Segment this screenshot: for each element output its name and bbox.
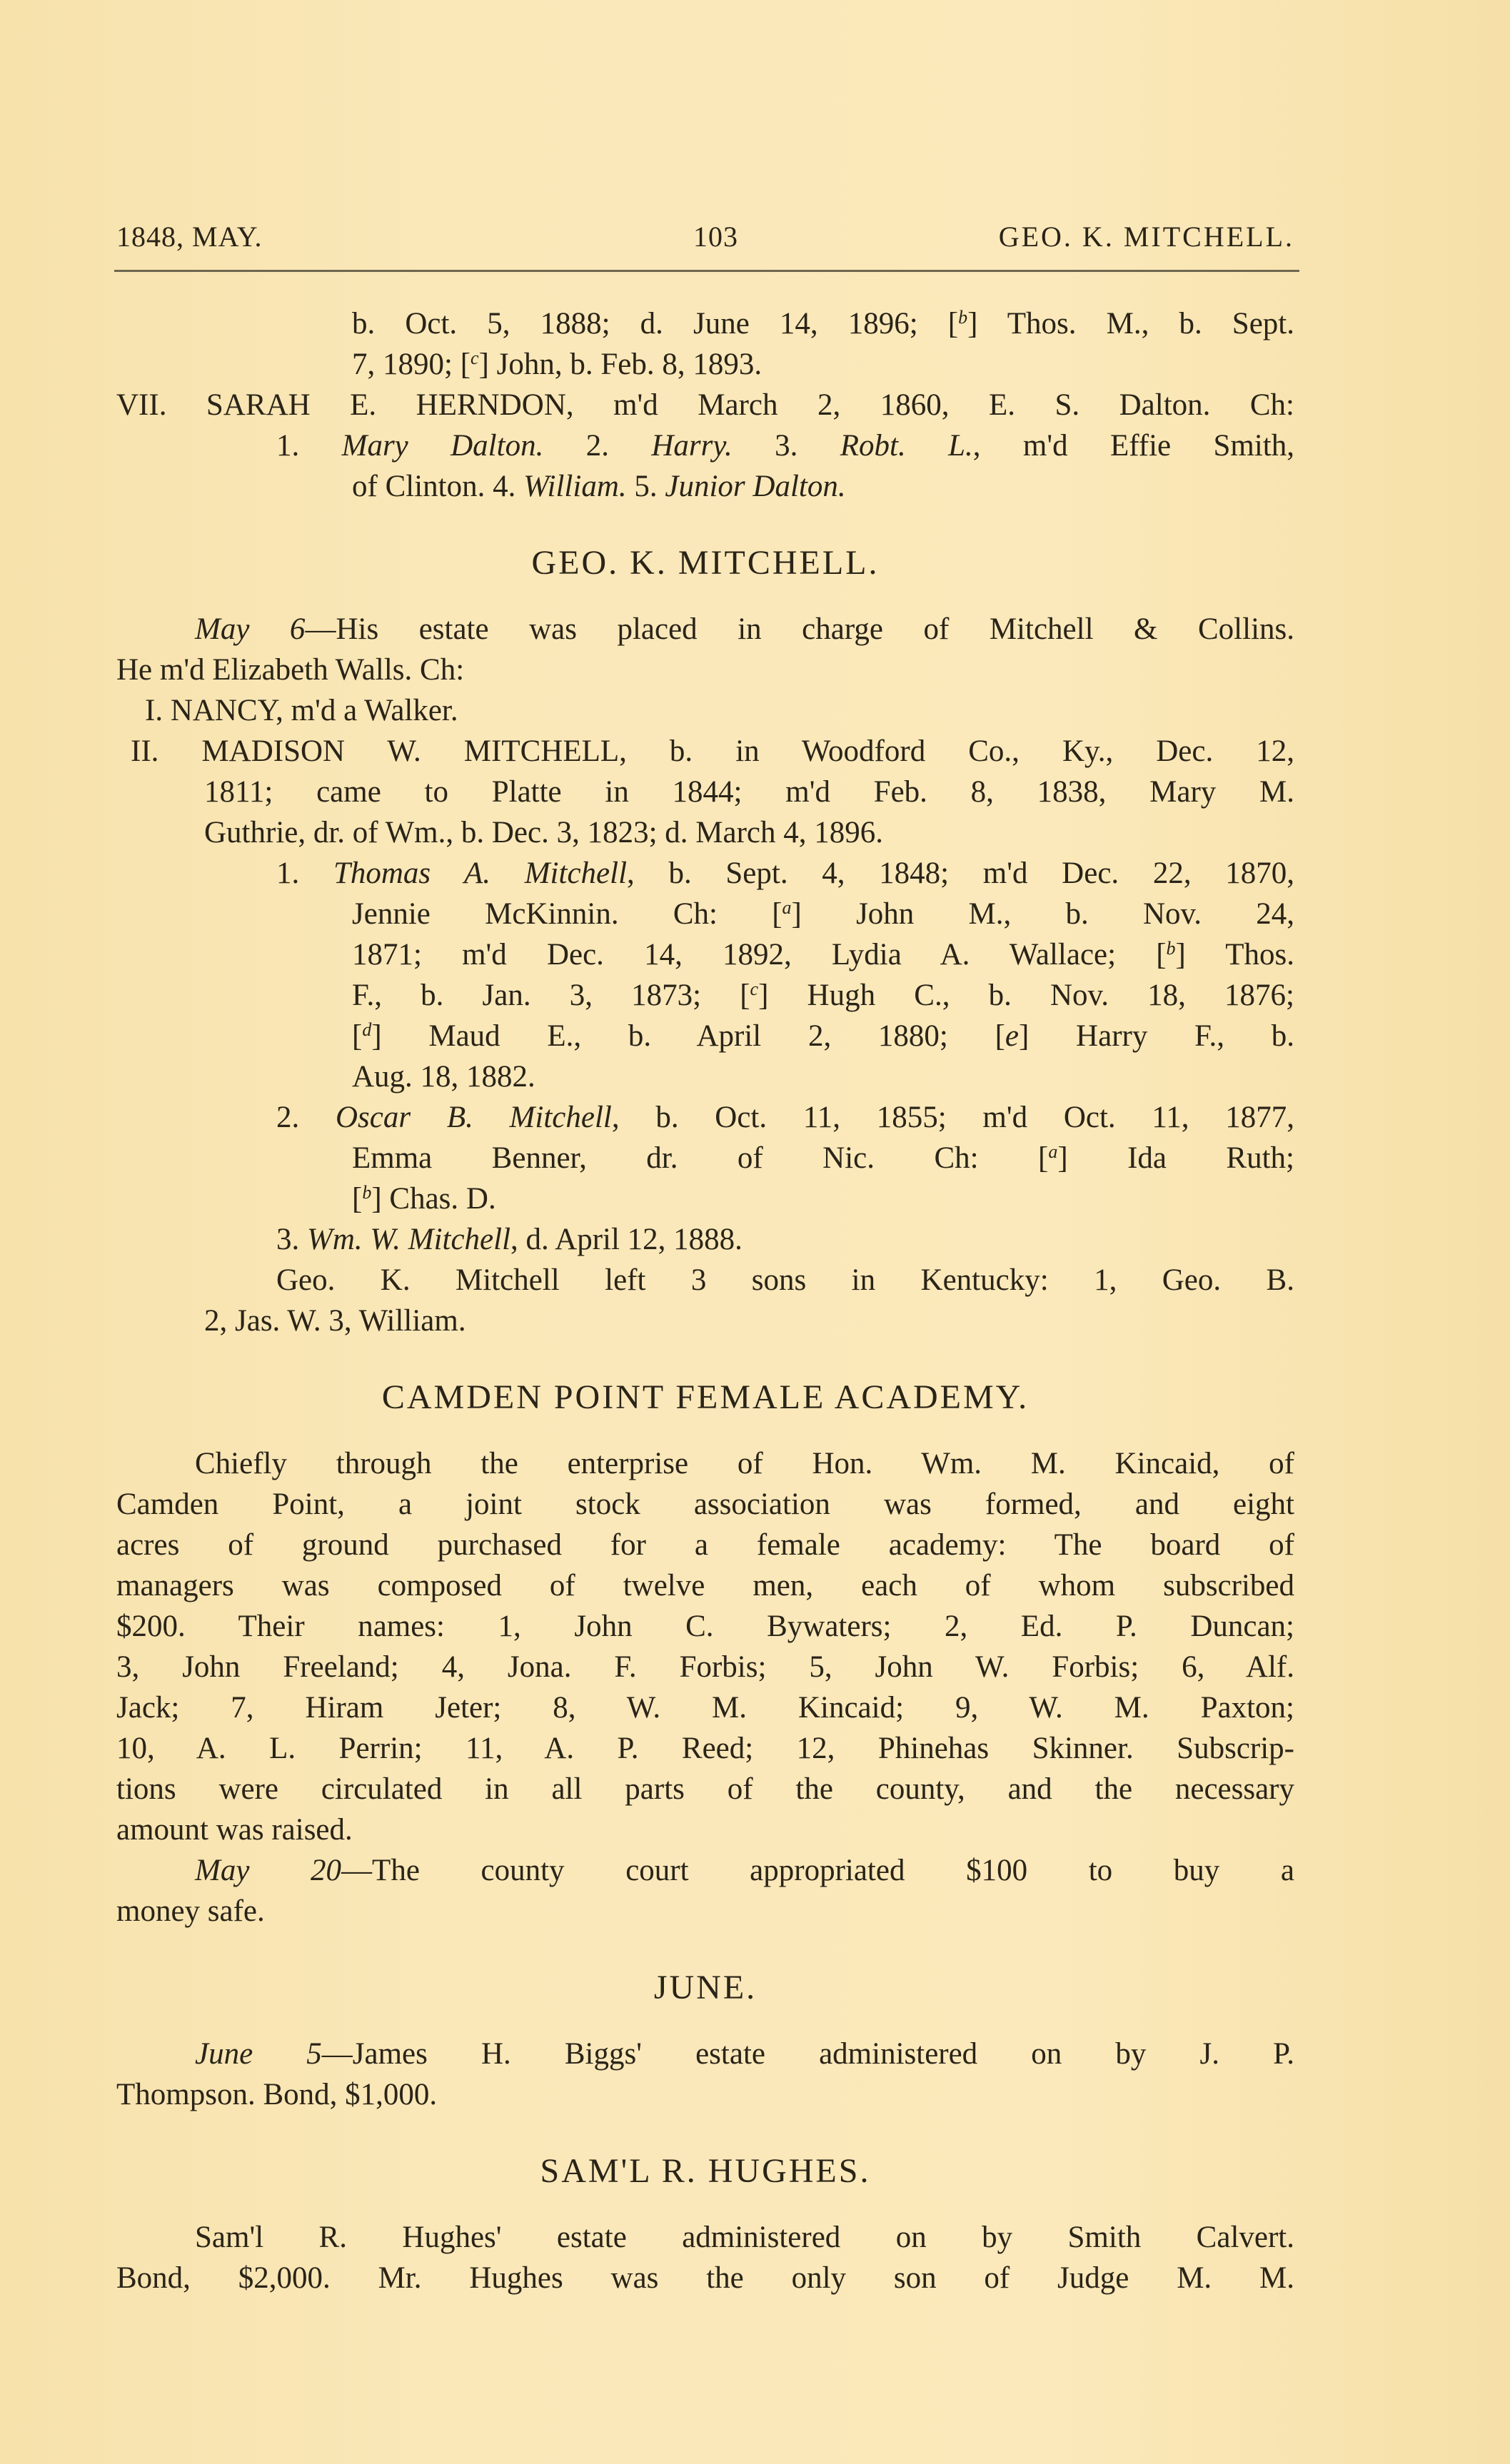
genealogy-entry-nancy: I. NANCY, m'd a Walker. — [145, 694, 458, 727]
text-line: $200. Their names: 1, John C. Bywaters; 2, Ed. P. Duncan; — [116, 1610, 1294, 1643]
text-line: Camden Point, a joint stock association was formed, and eight — [116, 1488, 1294, 1521]
text-line: 1. Mary Dalton. 2. Harry. 3. Robt. L., m'd Effie Smith, — [276, 429, 1294, 463]
header-rule — [114, 270, 1299, 272]
text-line: money safe. — [116, 1894, 265, 1928]
text-line: Guthrie, dr. of Wm., b. Dec. 3, 1823; d. March 4, 1896. — [204, 816, 884, 849]
page-number: 103 — [693, 221, 738, 253]
genealogy-entry-madison: II. MADISON W. MITCHELL, b. in Woodford Co., Ky., Dec. 12, — [131, 734, 1294, 768]
text-line: Aug. 18, 1882. — [352, 1060, 535, 1094]
text-line: amount was raised. — [116, 1813, 353, 1847]
text-line: Geo. K. Mitchell left 3 sons in Kentucky: 1, Geo. B. — [276, 1263, 1294, 1297]
text-line: Jennie McKinnin. Ch: [$^a$] John M., b. Nov. 24, — [352, 897, 1294, 931]
text-line: Bond, $2,000. Mr. Hughes was the only son of Judge M. M. — [116, 2261, 1294, 2295]
text-line: b. Oct. 5, 1888; d. June 14, 1896; [$^b$] Thos. M., b. Sept. — [352, 307, 1294, 340]
text-line: [$^b$] Chas. D. — [352, 1182, 496, 1216]
genealogy-entry-oscar: 2. Oscar B. Mitchell, b. Oct. 11, 1855; m'd Oct. 11, 1877, — [276, 1101, 1295, 1134]
page-body — [116, 303, 1294, 2298]
section-heading-june: JUNE. — [653, 1969, 757, 2006]
section-heading-geo-k-mitchell: GEO. K. MITCHELL. — [531, 544, 880, 582]
running-head-title: GEO. K. MITCHELL. — [998, 221, 1294, 253]
text-line: Chiefly through the enterprise of Hon. Wm. M. Kincaid, of — [195, 1447, 1294, 1480]
section-heading-samuel-hughes: SAM'L R. HUGHES. — [540, 2152, 871, 2190]
text-line: May 6—His estate was placed in charge of Mitchell & Collins. — [195, 612, 1295, 646]
text-line: acres of ground purchased for a female academy: The board of — [116, 1528, 1294, 1562]
text-line: Jack; 7, Hiram Jeter; 8, W. M. Kincaid; 9, W. M. Paxton; — [116, 1691, 1294, 1725]
text-line: 3, John Freeland; 4, Jona. F. Forbis; 5, John W. Forbis; 6, Alf. — [116, 1650, 1294, 1684]
running-head-date: 1848, MAY. — [116, 221, 263, 253]
text-line: 2, Jas. W. 3, William. — [204, 1304, 466, 1338]
text-line: May 20—The county court appropriated $100 to buy a — [195, 1854, 1295, 1887]
text-line: tions were circulated in all parts of the county, and the necessary — [116, 1772, 1294, 1806]
running-head — [116, 220, 1294, 263]
text-line: He m'd Elizabeth Walls. Ch: — [116, 653, 465, 687]
text-line: Sam'l R. Hughes' estate administered on by Smith Calvert. — [195, 2221, 1294, 2254]
text-line: F., b. Jan. 3, 1873; [$^c$] Hugh C., b. Nov. 18, 1876; — [352, 979, 1294, 1012]
text-line: managers was composed of twelve men, each of whom subscribed — [116, 1569, 1294, 1602]
text-line: June 5—James H. Biggs' estate administered on by J. P. — [195, 2037, 1294, 2071]
text-line: 10, A. L. Perrin; 11, A. P. Reed; 12, Phinehas Skinner. Subscrip- — [116, 1732, 1294, 1765]
text-line: Emma Benner, dr. of Nic. Ch: [$^a$] Ida Ruth; — [352, 1141, 1294, 1175]
text-line: 1871; m'd Dec. 14, 1892, Lydia A. Wallace; [$^b$] Thos. — [352, 938, 1294, 971]
section-heading-camden-point: CAMDEN POINT FEMALE ACADEMY. — [381, 1378, 1030, 1416]
text-line: of Clinton. 4. William. 5. Junior Dalton. — [352, 470, 846, 503]
text-line: 7, 1890; [$^c$] John, b. Feb. 8, 1893. — [352, 348, 762, 381]
genealogy-entry-sarah-herndon: VII. SARAH E. HERNDON, m'd March 2, 1860, E. S. Dalton. Ch: — [116, 388, 1294, 422]
genealogy-entry-wm: 3. Wm. W. Mitchell, d. April 12, 1888. — [276, 1223, 743, 1256]
text-line: Thompson. Bond, $1,000. — [116, 2078, 438, 2111]
genealogy-entry-thomas: 1. Thomas A. Mitchell, b. Sept. 4, 1848; m'd Dec. 22, 1870, — [276, 857, 1295, 890]
text-line: 1811; came to Platte in 1844; m'd Feb. 8, 1838, Mary M. — [204, 775, 1294, 809]
text-line: [$^d$] Maud E., b. April 2, 1880; [e] Harry F., b. — [352, 1019, 1294, 1053]
